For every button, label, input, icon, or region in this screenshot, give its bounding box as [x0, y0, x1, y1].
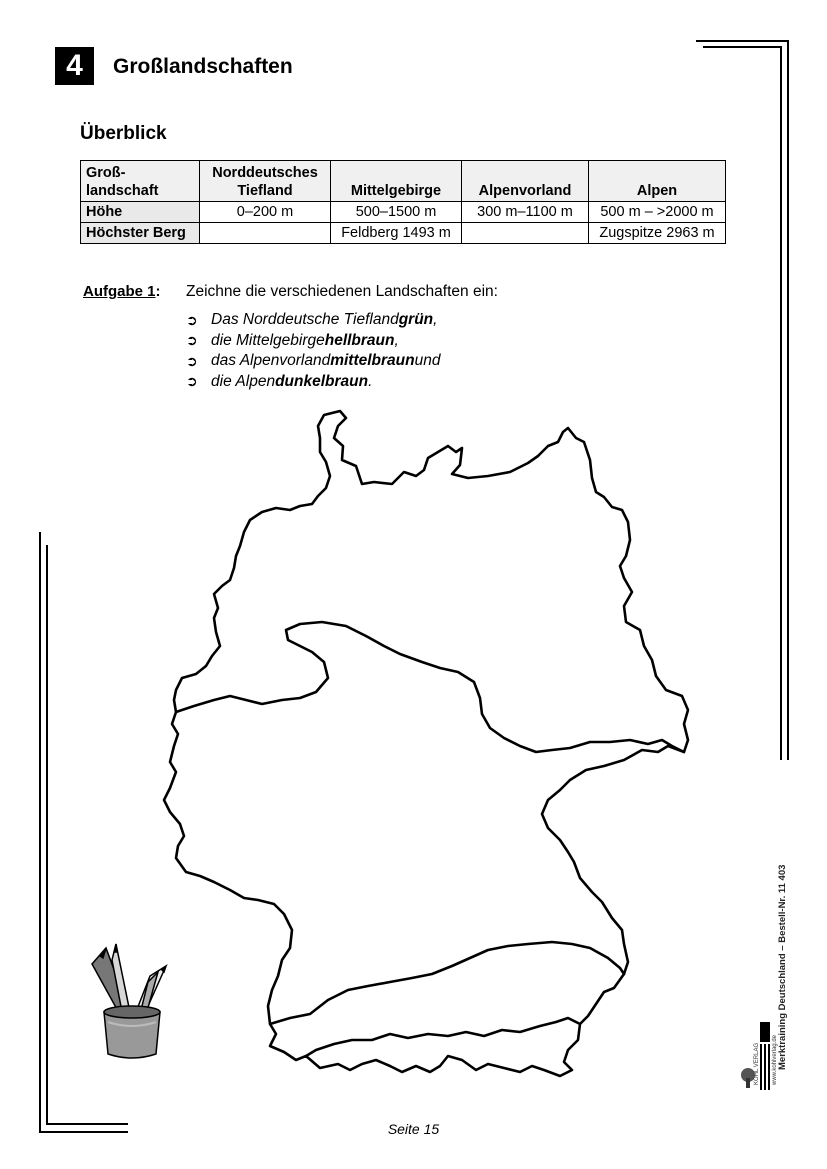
publisher-url: www.kohlverlag.de [772, 1034, 778, 1085]
section-title: Überblick [80, 123, 167, 144]
table-cell: 0–200 m [200, 202, 331, 223]
item-tail: . [368, 372, 373, 390]
table-header-cell: Mittelgebirge [331, 161, 462, 202]
table-header-cell: Alpenvorland [462, 161, 589, 202]
task-instruction: Zeichne die verschiedenen Landschaften ein: [186, 283, 498, 300]
alpenvorland-boundary [270, 942, 624, 1024]
table-cell: 300 m–1100 m [462, 202, 589, 223]
side-imprint [777, 865, 788, 1070]
table-cell: 500–1500 m [331, 202, 462, 223]
table-row-head: Höhe [81, 202, 200, 223]
alps-boundary [306, 1018, 580, 1056]
lowland-boundary [176, 622, 684, 752]
item-tail: und [414, 352, 441, 370]
item-text: die Mittelgebirge [211, 331, 325, 349]
item-color: dunkelbraun [275, 372, 369, 390]
item-text: die Alpen [211, 372, 276, 390]
task-label-text: Aufgabe 1 [83, 283, 156, 300]
table-cell: Zugspitze 2963 m [589, 223, 726, 244]
item-color: grün [398, 311, 434, 329]
publisher-name: KOHL VERLAG [754, 1042, 760, 1085]
table-header-cell: Norddeutsches Tiefland [200, 161, 331, 202]
table-row-head: Höchster Berg [81, 223, 200, 244]
task-label-colon: : [155, 283, 161, 300]
item-color: mittelbraun [330, 352, 415, 370]
arrow-icon: ➲ [186, 352, 198, 369]
item-text: das Alpenvorland [211, 352, 331, 370]
table-cell: 500 m – >2000 m [589, 202, 726, 223]
pencil-cup-icon [86, 938, 178, 1064]
item-text: Das Norddeutsche Tiefland [211, 311, 399, 329]
table-header-cell: Groß- landschaft [81, 161, 200, 202]
order-number: Bestell-Nr. 11 403 [777, 864, 788, 943]
book-title: Merktraining Deutschland [777, 953, 788, 1070]
page-number: Seite 15 [387, 1121, 440, 1137]
item-tail: , [394, 331, 399, 349]
imprint-separator: – [777, 945, 788, 951]
table-cell: Feldberg 1493 m [331, 223, 462, 244]
table-header-cell: Alpen [589, 161, 726, 202]
item-tail: , [433, 311, 438, 329]
page-title: Großlandschaften [113, 55, 293, 78]
arrow-icon: ➲ [186, 332, 198, 349]
arrow-icon: ➲ [186, 373, 198, 390]
item-color: hellbraun [324, 331, 395, 349]
chapter-number: 4 [55, 47, 94, 85]
arrow-icon: ➲ [186, 311, 198, 328]
